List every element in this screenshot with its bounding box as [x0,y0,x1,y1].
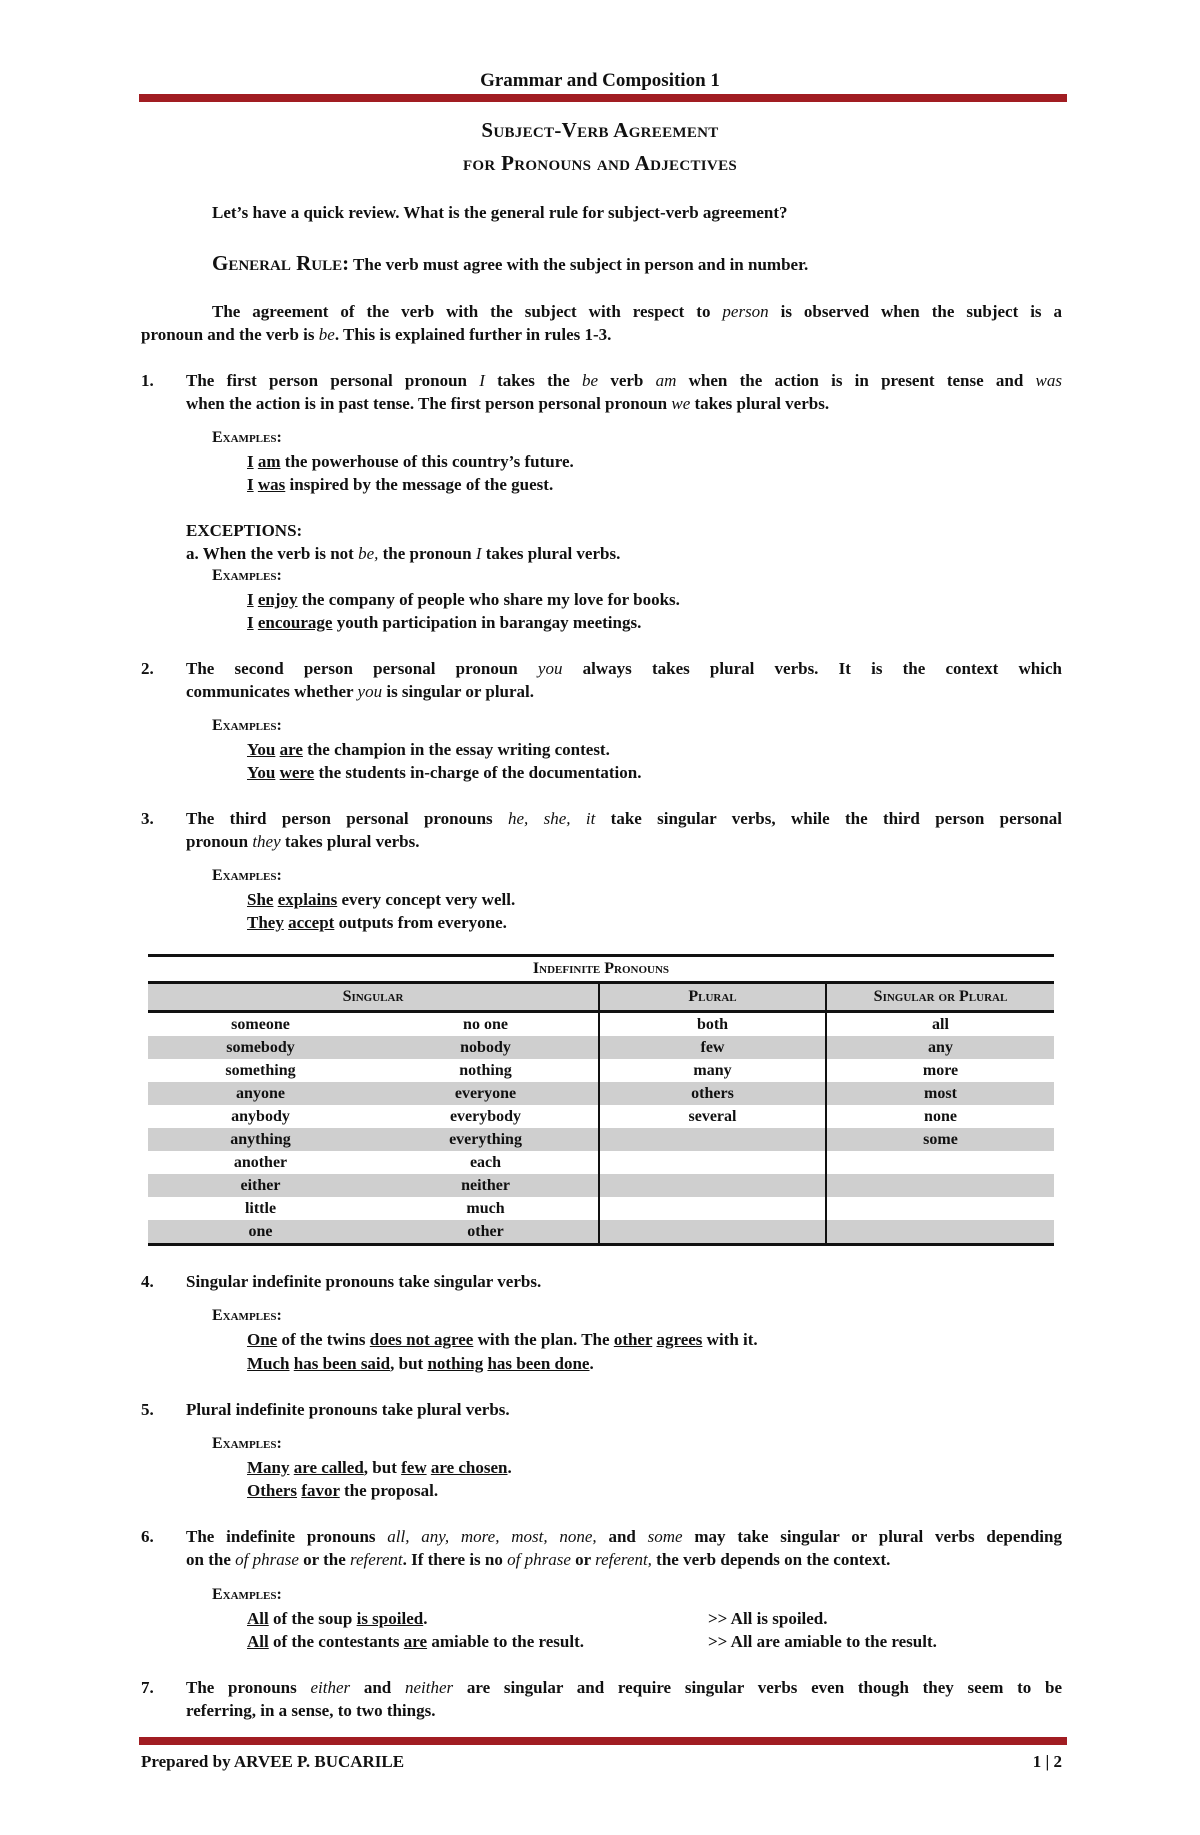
example-sentence: You were the students in-charge of the documentation. [247,763,642,782]
table-cell: another [233,1154,288,1171]
example-sentence: She explains every concept very well. [247,890,516,909]
table-cell: anyone [236,1085,285,1102]
example-sentence: I was inspired by the message of the guest. [247,475,554,494]
table-cell: some [825,1128,1054,1151]
footer-author: Prepared by ARVEE P. BUCARILE [141,1752,405,1771]
rule-number: 2. [141,659,154,678]
intro-question: Let’s have a quick review. What is the general rule for subject-verb agreement? [212,203,788,222]
table-cell: anybody [231,1108,290,1125]
table-cell: somebody [226,1039,295,1056]
table-cell: few [598,1036,825,1059]
intro-paragraph-line2: pronoun and the verb is be. This is explained further in rules 1-3. [141,325,612,344]
table-row [148,1013,1054,1036]
header-singular: Singular [342,988,404,1005]
table-cell: all [825,1013,1054,1036]
table-cell: each [469,1154,502,1171]
example-sentence: They accept outputs from everyone. [247,913,507,932]
table-row [148,1059,1054,1082]
example-paraphrase: >> All is spoiled. [708,1609,828,1628]
header-rule [139,94,1067,102]
rule-6-line2: on the of phrase or the referent. If there is no of phrase or referent, the verb depends on the context. [186,1550,891,1569]
table-cell [598,1151,825,1174]
exception-a: a. When the verb is not be, the pronoun I takes plural verbs. [186,544,621,563]
table-cell: many [598,1059,825,1082]
table-cell [825,1197,1054,1220]
table-cell [598,1128,825,1151]
rule-1-line2: when the action is in past tense. The first person personal pronoun we takes plural verbs. [186,394,830,413]
example-sentence: I am the powerhouse of this country’s future. [247,452,574,471]
intro-paragraph-line1: The agreement of the verb with the subject with respect to person is observed when the subject is a [212,302,1062,321]
table-cell: either [240,1177,281,1194]
rule-number: 3. [141,809,154,828]
table-cell: any [825,1036,1054,1059]
example-sentence: You are the champion in the essay writing contest. [247,740,610,759]
table-cell [598,1197,825,1220]
header-plural: Plural [598,984,825,1010]
table-row [148,1151,1054,1174]
rule-number: 5. [141,1400,154,1419]
examples-label: Examples: [212,429,282,446]
table-cell: no one [463,1016,508,1033]
running-header: Grammar and Composition 1 [480,70,720,91]
general-rule-label: General Rule: [212,251,350,275]
example-sentence: I enjoy the company of people who share my love for books. [247,590,680,609]
example-sentence: All of the contestants are amiable to the result. [247,1632,584,1651]
rule-2-line2: communicates whether you is singular or plural. [186,682,535,701]
table-cell: little [244,1200,277,1217]
exceptions-label: EXCEPTIONS: [186,521,303,540]
table-cell: more [825,1059,1054,1082]
example-sentence: Much has been said, but nothing has been done. [247,1354,594,1373]
table-cell: someone [231,1016,290,1033]
table-cell [825,1220,1054,1243]
rule-number: 7. [141,1678,154,1697]
examples-label: Examples: [212,567,282,584]
footer-page-number: 1 | 2 [1032,1752,1062,1771]
table-caption: Indefinite Pronouns [532,960,670,977]
table-cell: several [598,1105,825,1128]
table-cell: nothing [459,1062,512,1079]
examples-label: Examples: [212,1586,282,1603]
example-paraphrase: >> All are amiable to the result. [708,1632,937,1651]
table-row [148,1128,1054,1151]
rule-3-line2: pronoun they takes plural verbs. [186,832,420,851]
rule-7-line1: The pronouns either and neither are singular and require singular verbs even though they seem to be [186,1678,1062,1697]
table-bottom-rule [148,1243,1054,1246]
table-cell [825,1151,1054,1174]
table-row [148,1174,1054,1197]
table-cell: one [248,1223,273,1240]
header-singular-or-plural: Singular or Plural [825,984,1054,1010]
table-cell: anything [230,1131,291,1148]
page-subtitle: for Pronouns and Adjectives [462,151,738,175]
table-cell: none [825,1105,1054,1128]
page-title: Subject-Verb Agreement [481,118,719,142]
table-row [148,1082,1054,1105]
table-row [148,1036,1054,1059]
example-sentence: Others favor the proposal. [247,1481,439,1500]
general-rule-text: The verb must agree with the subject in person and in number. [349,255,809,274]
rule-number: 4. [141,1272,154,1291]
rule-1-line1: The first person personal pronoun I takes the be verb am when the action is in present tense and was [186,371,1062,390]
table-body [148,1013,1054,1243]
examples-label: Examples: [212,717,282,734]
table-cell: nobody [460,1039,511,1056]
example-sentence: All of the soup is spoiled. [247,1609,428,1628]
table-cell: neither [461,1177,510,1194]
table-header-row [148,981,1054,1013]
table-cell: other [467,1223,504,1240]
rule-3-line1: The third person personal pronouns he, she, it take singular verbs, while the third person personal [186,809,1062,828]
rule-6-line1: The indefinite pronouns all, any, more, most, none, and some may take singular or plural verbs depending [186,1527,1062,1546]
table-cell: everything [449,1131,522,1148]
table-cell: most [825,1082,1054,1105]
indefinite-pronouns-table [148,954,1054,1246]
table-cell [598,1174,825,1197]
table-cell: everybody [449,1108,522,1125]
examples-label: Examples: [212,867,282,884]
table-cell: much [466,1200,505,1217]
example-sentence: I encourage youth participation in barangay meetings. [247,613,642,632]
general-rule [212,251,808,276]
rule-number: 6. [141,1527,154,1546]
table-row [148,1105,1054,1128]
table-cell [598,1220,825,1243]
footer-rule [139,1737,1067,1745]
table-cell: others [598,1082,825,1105]
rule-7-line2: referring, in a sense, to two things. [186,1701,436,1720]
table-row [148,1220,1054,1243]
example-sentence: One of the twins does not agree with the plan. The other agrees with it. [247,1330,758,1349]
table-cell: everyone [454,1085,517,1102]
examples-label: Examples: [212,1307,282,1324]
rule-number: 1. [141,371,154,390]
table-cell [825,1174,1054,1197]
examples-label: Examples: [212,1435,282,1452]
rule-4-text: Singular indefinite pronouns take singular verbs. [186,1272,542,1291]
rule-5-text: Plural indefinite pronouns take plural verbs. [186,1400,510,1419]
table-row [148,1197,1054,1220]
rule-2-line1: The second person personal pronoun you always takes plural verbs. It is the context which [186,659,1062,678]
table-cell: something [225,1062,296,1079]
example-sentence: Many are called, but few are chosen. [247,1458,512,1477]
table-cell: both [598,1013,825,1036]
